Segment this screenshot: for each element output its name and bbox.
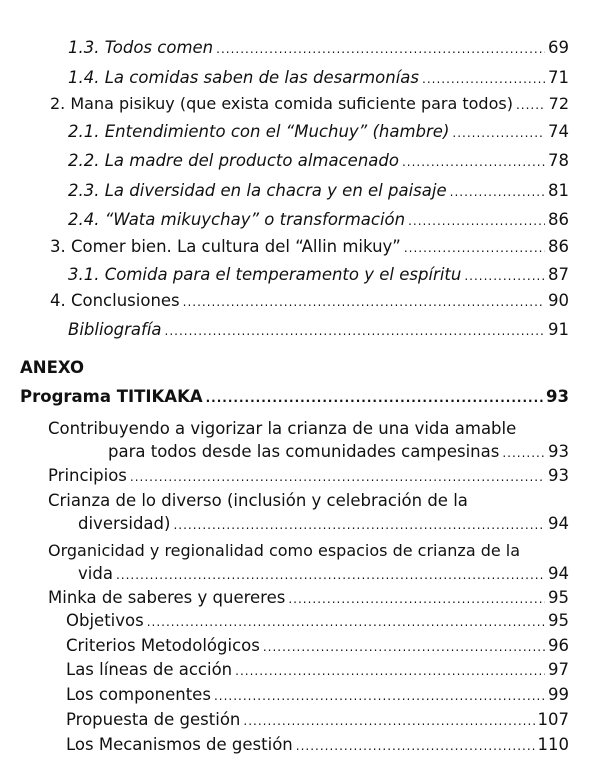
toc-entry-page: 96 [548, 636, 569, 655]
toc-entry-title: 2.1. Entendimiento con el “Muchuy” (hambre) [68, 122, 450, 141]
toc-entry-page: 81 [548, 181, 569, 200]
toc-entry-page: 69 [548, 38, 569, 57]
leader-dots [452, 122, 545, 144]
toc-entry-page: 74 [548, 122, 569, 141]
toc-entry-page: 94 [548, 514, 569, 533]
leader-dots [450, 181, 545, 203]
toc-entry-title: Objetivos [66, 611, 144, 630]
leader-dots [173, 514, 545, 536]
toc-entry-page: 97 [548, 660, 569, 679]
leader-dots [288, 588, 545, 610]
toc-entry-title: Criterios Metodológicos [66, 636, 260, 655]
toc-entry-title: Minka de saberes y quereres [48, 588, 286, 607]
toc-entry-page: 71 [548, 68, 569, 87]
leader-dots [183, 291, 545, 313]
leader-dots [243, 710, 534, 732]
toc-entry-page: 86 [548, 237, 569, 256]
toc-entry-page: 93 [546, 387, 569, 406]
toc-entry-page: 93 [548, 442, 569, 461]
toc-entry-title: 3.1. Comida para el temperamento y el espíritu [68, 265, 462, 284]
leader-dots [402, 151, 545, 173]
leader-dots [422, 68, 545, 90]
leader-dots [408, 210, 545, 232]
toc-entry-title: Propuesta de gestión [66, 710, 241, 729]
toc-entry-title: 2.4. “Wata mikuychay” o transformación [68, 210, 406, 229]
toc-entry-page: 94 [548, 564, 569, 583]
leader-dots [206, 387, 543, 409]
toc-entry-page: 95 [548, 611, 569, 630]
leader-dots [116, 564, 545, 586]
toc-entry-title-line2: diversidad) [78, 514, 171, 533]
toc-entry-title: Las líneas de acción [66, 660, 233, 679]
leader-dots [165, 320, 545, 342]
leader-dots [235, 660, 545, 682]
toc-entry-title: Los Mecanismos de gestión [66, 735, 293, 754]
leader-dots [214, 685, 545, 707]
toc-entry-page: 91 [548, 320, 569, 339]
leader-dots [147, 611, 545, 633]
toc-entry-title: 1.3. Todos comen [68, 38, 214, 57]
leader-dots [216, 38, 545, 60]
toc-entry-title: Bibliografía [68, 320, 162, 339]
leader-dots [502, 442, 545, 464]
toc-entry-page: 93 [548, 466, 569, 485]
toc-entry-page: 110 [537, 735, 569, 754]
toc-entry-title: 3. Comer bien. La cultura del “Allin mikuy” [50, 237, 401, 256]
toc-entry-title-line2: vida [78, 564, 113, 583]
toc-entry-page: 78 [548, 151, 569, 170]
toc-entry-page: 87 [548, 265, 569, 284]
toc-entry-page: 86 [548, 210, 569, 229]
toc-entry-title-line1: Crianza de lo diverso (inclusión y celebración de la [48, 491, 468, 510]
leader-dots [130, 466, 545, 488]
toc-entry-page: 72 [548, 94, 569, 113]
toc-entry-page: 90 [548, 291, 569, 310]
toc-entry-title: 4. Conclusiones [50, 291, 180, 310]
toc-entry-title: Los componentes [66, 685, 211, 704]
toc-entry-title-line1: Organicidad y regionalidad como espacios de crianza de la [48, 541, 521, 560]
toc-entry-title: 2. Mana pisikuy (que exista comida suficiente para todos) [50, 94, 513, 113]
toc-entry-title: Programa TITIKAKA [20, 387, 203, 406]
leader-dots [464, 265, 545, 287]
leader-dots [263, 636, 545, 658]
toc-entry-title-line1: Contribuyendo a vigorizar la crianza de una vida amable [48, 419, 517, 438]
toc-entry-page: 95 [548, 588, 569, 607]
toc-entry-title: Principios [48, 466, 127, 485]
toc-entry-title: 2.3. La diversidad en la chacra y en el paisaje [68, 181, 447, 200]
annex-heading: ANEXO [20, 358, 85, 377]
toc-entry-page: 99 [548, 685, 569, 704]
leader-dots [404, 237, 545, 259]
toc-entry-title-line2: para todos desde las comunidades campesinas [108, 442, 500, 461]
toc-entry-title: 1.4. La comidas saben de las desarmonías [68, 68, 420, 87]
leader-dots [296, 735, 535, 757]
toc-entry-page: 107 [537, 710, 569, 729]
leader-dots [516, 94, 546, 116]
toc-entry-title: 2.2. La madre del producto almacenado [68, 151, 399, 170]
